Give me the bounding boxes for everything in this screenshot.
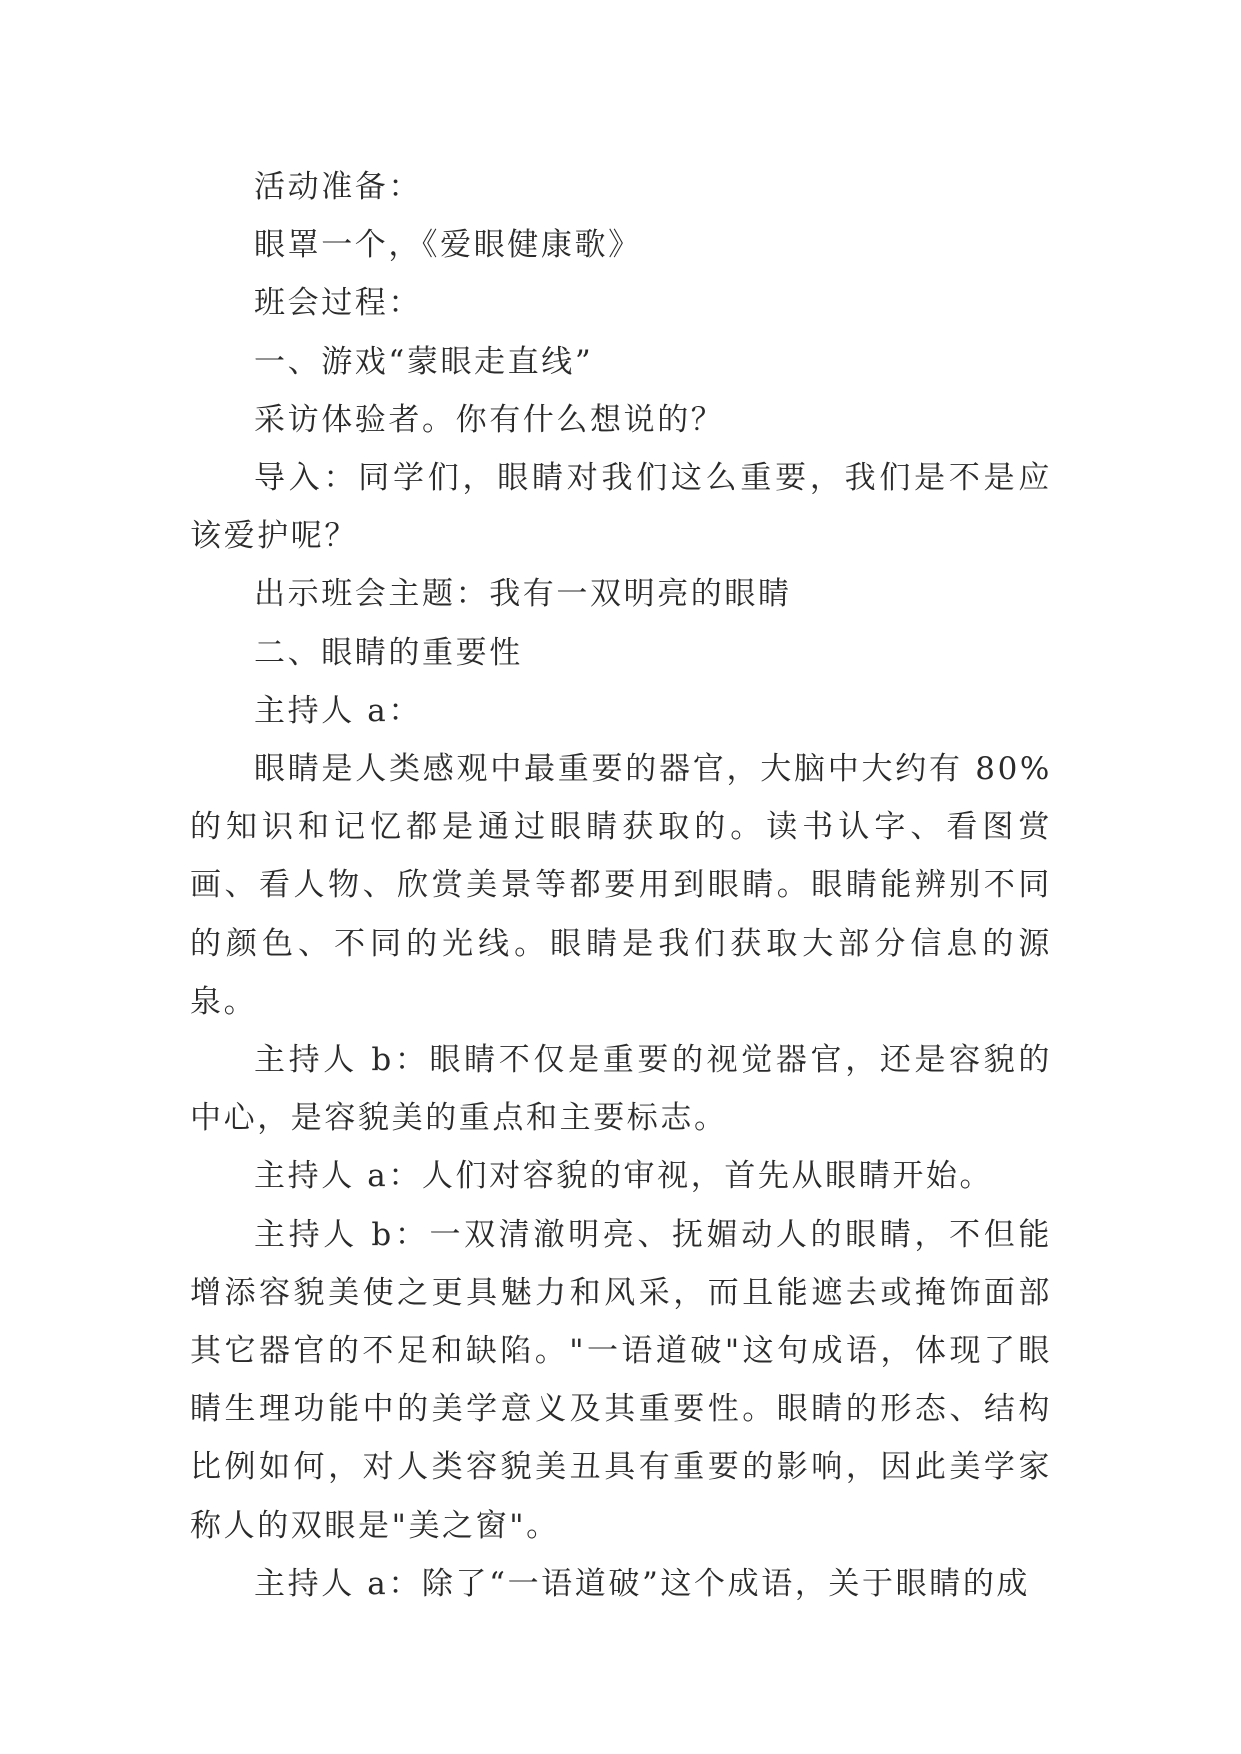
paragraph-eye-importance: 眼睛是人类感观中最重要的器官，大脑中大约有 80%的知识和记忆都是通过眼睛获取的。读书认字、看图赏画、看人物、欣赏美景等都要用到眼睛。眼睛能辨别不同的颜色、不同的光线。眼睛是我们获取大部分信息的源泉。	[190, 751, 1052, 1020]
document-body	[190, 158, 1052, 1613]
paragraph-activity-prep: 活动准备：	[254, 169, 422, 205]
paragraph-host-a-2: 主持人 a：人们对容貌的审视，首先从眼睛开始。	[254, 1158, 994, 1195]
paragraph-host-b-2: 主持人 b：一双清澈明亮、抚媚动人的眼睛，不但能增添容貌美使之更具魅力和风采，而且能遮去或掩饰面部其它器官的不足和缺陷。"一语道破"这句成语，体现了眼睛生理功能中的美学意义及其重要性。眼睛的形态、结构比例如何，对人类容貌美丑具有重要的影响，因此美学家称人的双眼是"美之窗"。	[190, 1216, 1052, 1544]
paragraph-process-heading: 班会过程：	[254, 285, 422, 322]
paragraph-materials: 眼罩一个，《爱眼健康歌》	[254, 227, 642, 264]
paragraph-host-a-3: 主持人 a：除了“一语道破”这个成语，关于眼睛的成	[254, 1565, 1031, 1602]
section-heading-game: 一、游戏“蒙眼走直线”	[254, 343, 594, 380]
paragraph-host-b-1: 主持人 b：眼睛不仅是重要的视觉器官，还是容貌的中心，是容貌美的重点和主要标志。	[190, 1042, 1052, 1137]
section-heading-importance: 二、眼睛的重要性	[254, 634, 523, 671]
paragraph-interview: 采访体验者。你有什么想说的？	[254, 401, 725, 438]
paragraph-introduction: 导入：同学们，眼睛对我们这么重要，我们是不是应该爱护呢？	[190, 460, 1052, 555]
paragraph-theme: 出示班会主题：我有一双明亮的眼睛	[254, 576, 792, 613]
paragraph-host-a-label: 主持人 a：	[254, 692, 422, 729]
